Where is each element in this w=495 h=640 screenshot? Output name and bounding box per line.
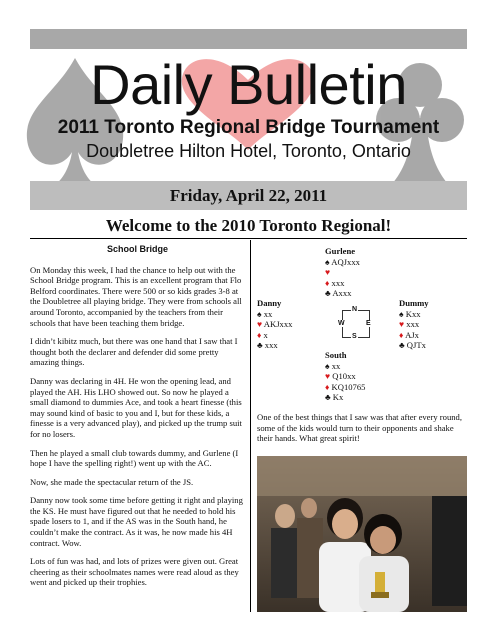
club-icon: ♣	[325, 392, 331, 402]
spade-icon: ♠	[257, 308, 262, 319]
east-hand	[399, 298, 429, 351]
clubs-holding: Kx	[332, 392, 344, 402]
diamond-icon: ♦	[325, 381, 330, 392]
photo-illustration	[257, 456, 467, 612]
spades-holding: AQJxxx	[331, 256, 360, 267]
compass-south: S	[352, 333, 357, 340]
spades-holding: xx	[263, 308, 273, 319]
north-hand	[325, 246, 360, 299]
kids-photo	[257, 456, 467, 612]
article-paragraph: Danny now took some time before getting it right and playing the KS. He must have figured out that he needed to hold his spade losers to 1, and if the AS was in the South hand, he couldn’t make the contract. As it was, he now made his 4H contract. Wow.	[30, 495, 243, 548]
hand-name: Dummy	[399, 298, 429, 308]
diamond-icon: ♦	[325, 277, 330, 288]
club-icon: ♣	[325, 288, 331, 298]
heart-icon: ♥	[325, 371, 331, 381]
heart-icon: ♥	[325, 267, 331, 277]
heart-icon: ♥	[257, 319, 263, 329]
diamonds-holding: xxx	[331, 277, 345, 288]
spade-icon: ♠	[399, 308, 404, 319]
spades-holding: Kxx	[405, 308, 421, 319]
clubs-holding: QJTx	[406, 340, 426, 350]
article-heading: School Bridge	[106, 244, 168, 254]
compass-west: W	[338, 320, 345, 327]
article-paragraph: Now, she made the spectacular return of the JS.	[30, 476, 194, 487]
diamonds-holding: AJx	[405, 329, 419, 340]
column-divider	[250, 240, 251, 612]
hearts-holding: AKJxxx	[263, 319, 293, 329]
article-paragraph: Lots of fun was had, and lots of prizes were given out. Great cheering as their schoolmates names were read aloud as they went and picked up their trophies.	[30, 556, 239, 588]
tournament-subtitle: 2011 Toronto Regional Bridge Tournament	[57, 117, 440, 138]
venue-line: Doubletree Hilton Hotel, Toronto, Ontario	[86, 141, 411, 161]
spade-icon: ♠	[325, 256, 330, 267]
compass-north: N	[352, 306, 358, 313]
club-icon: ♣	[257, 340, 263, 350]
clubs-holding: Axxx	[332, 288, 352, 298]
diamonds-holding: KQ10765	[331, 381, 366, 392]
date-bar: Friday, April 22, 2011	[30, 181, 467, 210]
clubs-holding: xxx	[264, 340, 278, 350]
article-column	[30, 244, 245, 596]
article-paragraph: Then he played a small club towards dummy, and Gurlene (I hope I have the spelling right!) went up with the AC.	[30, 447, 239, 469]
masthead	[30, 55, 467, 162]
spades-holding: xx	[331, 360, 341, 371]
diamond-icon: ♦	[399, 329, 404, 340]
spade-icon: ♠	[325, 360, 330, 371]
compass-box	[334, 302, 376, 344]
closing-comment: One of the best things that I saw was that after every round, some of the kids would turn to their opponents and shake their hands. What great spirit!	[257, 412, 462, 444]
west-hand	[257, 298, 292, 351]
article-paragraph: Danny was declaring in 4H. He won the opening lead, and played the AH. His LHO showed out. So now he played a small diamond to dummies Ace, and took a heart finesse (this may sound kind of basic to you and I, but for these kids, a finesse is a very advanced play), and picked up the trump suit for no losers.	[30, 375, 242, 439]
bulletin-title: Daily Bulletin	[90, 53, 407, 116]
hearts-holding: xxx	[406, 319, 420, 329]
hand-name: Gurlene	[325, 246, 356, 256]
hearts-holding: Q10xx	[332, 371, 356, 381]
south-hand	[325, 350, 365, 403]
welcome-heading: Welcome to the 2010 Toronto Regional!	[105, 216, 392, 235]
article-paragraph: On Monday this week, I had the chance to help out with the School Bridge program. This is an excellent program that Flo Belford coordinates. There were 500 or so kids grades 3-8 at the Doubletree all playing bridge. They were from schools all around Toronto, accompanied by the teachers from their schools that have been teaching them bridge.	[30, 264, 242, 328]
hand-name: South	[325, 350, 347, 360]
diamonds-holding: x	[263, 329, 268, 340]
divider	[30, 238, 467, 239]
hand-name: Danny	[257, 298, 282, 308]
heart-icon: ♥	[399, 319, 405, 329]
compass-east: E	[366, 320, 371, 327]
club-icon: ♣	[399, 340, 405, 350]
article-paragraph: I didn’t kibitz much, but there was one hand that I saw that I thought both the declarer and defender did some pretty amazing things.	[30, 336, 238, 368]
diamond-icon: ♦	[257, 329, 262, 340]
